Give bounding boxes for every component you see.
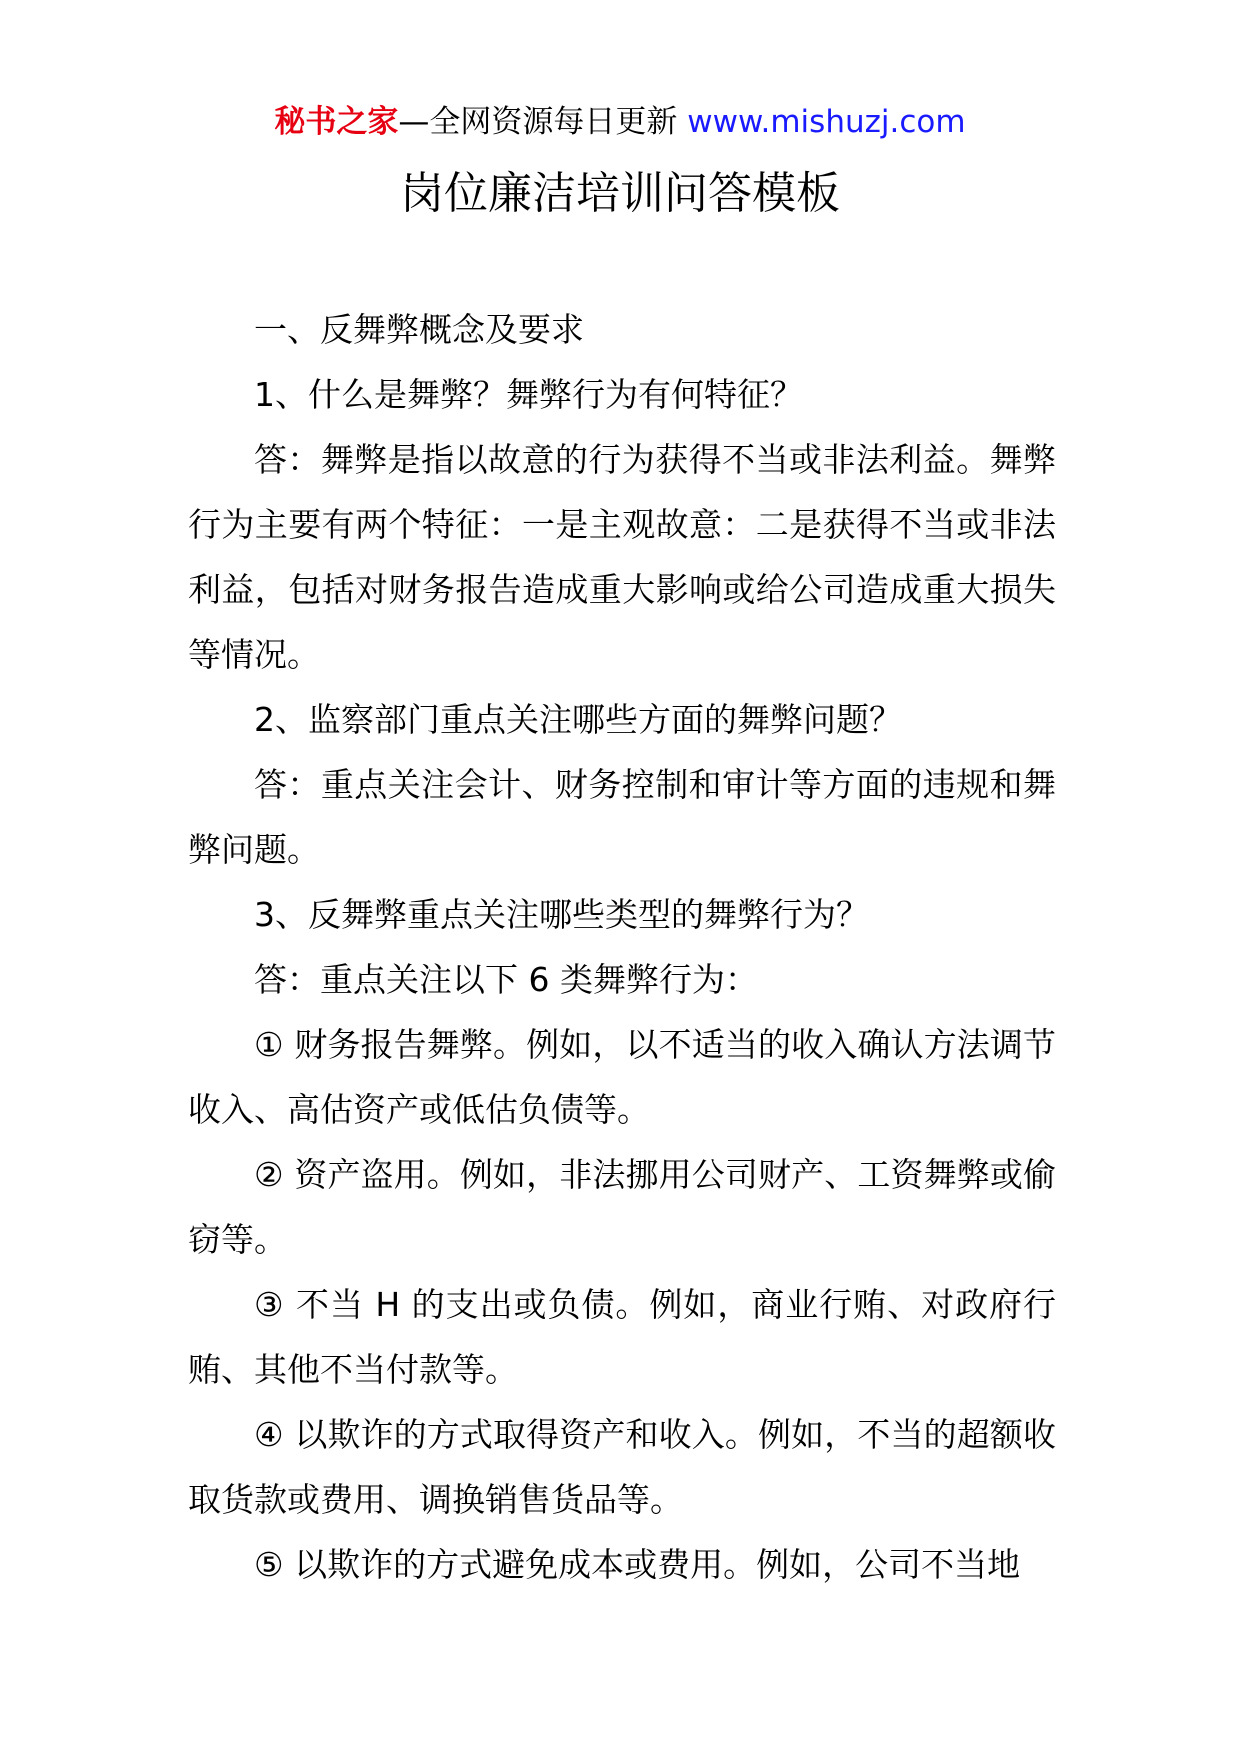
section-heading: 一、反舞弊概念及要求 (254, 310, 584, 349)
question-2: 2、监察部门重点关注哪些方面的舞弊问题？ (254, 700, 902, 739)
list-item-4: ④ 以欺诈的方式取得资产和收入。例如，不当的超额收取货款或费用、调换销售货品等。 (188, 1415, 1056, 1519)
answer-2: 答：重点关注会计、财务控制和审计等方面的违规和舞弊问题。 (188, 765, 1056, 869)
list-item-1: ① 财务报告舞弊。例如，以不适当的收入确认方法调节收入、高估资产或低估负债等。 (188, 1025, 1056, 1129)
question-1: 1、什么是舞弊？舞弊行为有何特征？ (254, 375, 803, 414)
header-slogan: —全网资源每日更新 (398, 104, 678, 140)
list-item-5: ⑤ 以欺诈的方式避免成本或费用。例如，公司不当地 (254, 1545, 1021, 1584)
site-header (0, 102, 1240, 142)
brand-name: 秘书之家 (274, 104, 399, 140)
site-url-link[interactable]: www.mishuzj.com (687, 104, 966, 140)
list-item-3: ③ 不当 H 的支出或负债。例如，商业行贿、对政府行贿、其他不当付款等。 (188, 1285, 1056, 1389)
document-title: 岗位廉洁培训问答模板 (400, 168, 840, 219)
document-body (188, 297, 1056, 1597)
answer-3: 答：重点关注以下 6 类舞弊行为： (254, 960, 758, 999)
answer-1: 答：舞弊是指以故意的行为获得不当或非法利益。舞弊行为主要有两个特征：一是主观故意：二是获得不当或非法利益，包括对财务报告造成重大影响或给公司造成重大损失等情况。 (188, 440, 1056, 674)
list-item-2: ② 资产盗用。例如，非法挪用公司财产、工资舞弊或偷窃等。 (188, 1155, 1056, 1259)
question-3: 3、反舞弊重点关注哪些类型的舞弊行为？ (254, 895, 869, 934)
